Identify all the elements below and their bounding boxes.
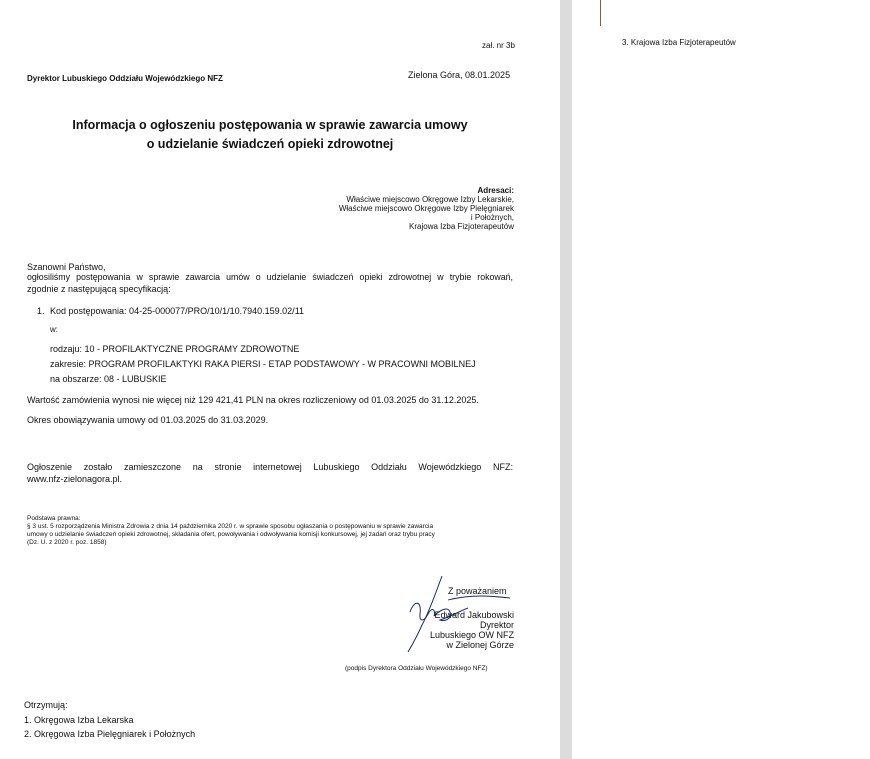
item-zakres: zakresie: PROGRAM PROFILAKTYKI RAKA PIERSI - ETAP PODSTAWOWY - W PRACOWNI MOBILNEJ: [50, 359, 476, 369]
document-title-line-1: Informacja o ogłoszeniu postępowania w sprawie zawarcia umowy: [72, 118, 468, 132]
item-w: w:: [50, 325, 58, 334]
greeting: Szanowni Państwo,: [27, 262, 106, 272]
recipient-item: 1. Okręgowa Izba Lekarska: [24, 715, 134, 725]
signer-title: Lubuskiego OW NFZ: [429, 630, 514, 640]
addressee-line: i Położnych,: [470, 213, 514, 222]
legal-basis-heading: Podstawa prawna:: [27, 515, 81, 522]
legal-basis-line-2: umowy o udzielanie świadczeń opieki zdrowotnej, składania ofert, powoływania i odwoływania komisji konkursowej, jej zadań oraz trybu pracy: [27, 531, 435, 538]
recipient-item: 2. Okręgowa Izba Pielęgniarek i Położnych: [24, 729, 196, 739]
notice-website: www.nfz-zielonagora.pl.: [27, 474, 123, 484]
addressee-line: Krajowa Izba Fizjoterapeutów: [409, 222, 514, 231]
attachment-label: zał. nr 3b: [482, 41, 515, 50]
signer-block: [430, 610, 514, 650]
addressees-heading: Adresaci:: [477, 186, 514, 195]
notice-line-1: Ogłoszenie zostało zamieszczone na stronie internetowej Lubuskiego Oddziału Wojewódzkiego NFZ:: [27, 462, 513, 472]
recipients-heading: Otrzymują:: [24, 700, 68, 710]
addressee-line: Właściwe miejscowo Okręgowe Izby Pielęgniarek: [338, 204, 514, 213]
contract-period: Okres obowiązywania umowy od 01.03.2025 do 31.03.2029.: [27, 415, 269, 425]
place-date: Zielona Góra, 08.01.2025: [408, 70, 511, 80]
order-value: Wartość zamówienia wynosi nie więcej niż 129 421,41 PLN na okres rozliczeniowy od 01.03.2025 do 31.12.2025.: [27, 395, 479, 405]
page-gutter: [560, 0, 572, 759]
signer-title: Dyrektor: [479, 620, 514, 630]
legal-basis-line-1: § 3 ust. 5 rozporządzenia Ministra Zdrowia z dnia 14 października 2020 r. w sprawie sposobu ogłaszania o postępowaniu w sprawie zawarcia: [27, 523, 434, 530]
item-code: Kod postępowania: 04-25-000077/PRO/10/1/10.7940.159.02/11: [50, 306, 305, 316]
closing: Z poważaniem: [448, 586, 507, 596]
document-page-2: [572, 0, 870, 759]
addressee-line: Właściwe miejscowo Okręgowe Izby Lekarskie,: [346, 195, 514, 204]
scan-mark: [600, 0, 601, 26]
item-obszar: na obszarze: 08 - LUBUSKIE: [50, 374, 167, 384]
signer-name: Edward Jakubowski: [434, 610, 514, 620]
item-rodzaj: rodzaju: 10 - PROFILAKTYCZNE PROGRAMY ZDROWOTNE: [50, 344, 300, 354]
item-number: 1.: [37, 306, 45, 316]
signature-caption: (podpis Dyrektora Oddziału Wojewódzkiego NFZ): [345, 665, 488, 672]
sender: Dyrektor Lubuskiego Oddziału Wojewódzkiego NFZ: [27, 74, 223, 83]
recipient-item: 3. Krajowa Izba Fizjoterapeutów: [622, 38, 736, 47]
intro-line-1: ogłosiliśmy postępowania w sprawie zawarcia umów o udzielanie świadczeń opieki zdrowotnej w trybie rokowań,: [27, 272, 513, 282]
addressees: [339, 186, 514, 231]
legal-basis-line-3: (Dz. U. z 2020 r. poz. 1858): [27, 539, 107, 546]
document-title-line-2: o udzielanie świadczeń opieki zdrowotnej: [146, 137, 394, 151]
signer-title: w Zielonej Górze: [446, 640, 514, 650]
intro-line-2: zgodnie z następującą specyfikacją:: [27, 284, 171, 294]
